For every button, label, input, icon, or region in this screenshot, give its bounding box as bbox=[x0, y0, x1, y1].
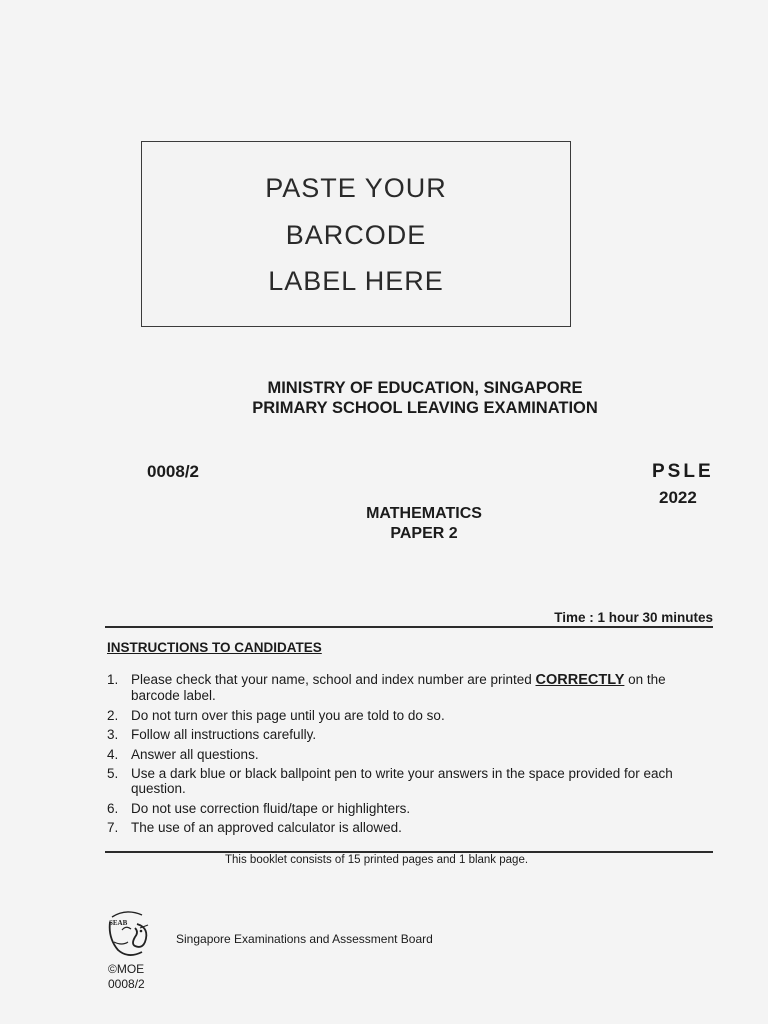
instruction-number: 7. bbox=[107, 820, 119, 835]
instruction-item bbox=[107, 727, 717, 742]
seab-logo-text: SEAB bbox=[109, 919, 128, 927]
instruction-number: 1. bbox=[107, 672, 119, 687]
instruction-item bbox=[107, 747, 717, 762]
instructions-heading: INSTRUCTIONS TO CANDIDATES bbox=[107, 640, 322, 655]
subject-name: MATHEMATICS bbox=[366, 505, 482, 522]
divider-bottom bbox=[105, 851, 713, 853]
exam-short-name: PSLE bbox=[652, 461, 714, 482]
barcode-instruction-line-1: PASTE YOUR bbox=[265, 173, 447, 203]
instruction-text: The use of an approved calculator is allowed. bbox=[131, 820, 402, 835]
booklet-page-count-note: This booklet consists of 15 printed pages and 1 blank page. bbox=[225, 854, 529, 866]
ministry-heading: MINISTRY OF EDUCATION, SINGAPORE bbox=[267, 379, 583, 397]
footer-paper-code: 0008/2 bbox=[108, 977, 145, 991]
time-allowed: Time : 1 hour 30 minutes bbox=[554, 610, 713, 625]
instruction-number: 2. bbox=[107, 707, 119, 723]
instruction-text: Follow all instructions carefully. bbox=[131, 727, 317, 742]
instruction-text: Answer all questions. bbox=[131, 746, 259, 762]
instruction-text: Please check that your name, school and index number are printed bbox=[131, 672, 536, 687]
seab-logo-icon bbox=[104, 908, 156, 962]
instruction-text: Do not use correction fluid/tape or highlighters. bbox=[131, 800, 411, 816]
copyright-block bbox=[108, 962, 145, 992]
exam-year: 2022 bbox=[659, 488, 697, 507]
divider-top bbox=[105, 626, 713, 628]
instruction-number: 5. bbox=[107, 766, 119, 781]
barcode-instruction-line-2: BARCODE bbox=[285, 220, 427, 250]
instruction-emphasis: CORRECTLY bbox=[535, 672, 625, 688]
instruction-number: 6. bbox=[107, 800, 119, 816]
instruction-number: 4. bbox=[107, 746, 119, 762]
instruction-item bbox=[107, 766, 717, 796]
instruction-text: Do not turn over this page until you are told to do so. bbox=[131, 707, 445, 723]
paper-number: PAPER 2 bbox=[390, 525, 458, 542]
instruction-item bbox=[107, 672, 717, 703]
board-name: Singapore Examinations and Assessment Board bbox=[176, 932, 433, 946]
instruction-text-continued: on the barcode label. bbox=[131, 672, 666, 703]
barcode-instruction-line-3: LABEL HERE bbox=[268, 266, 444, 296]
instruction-item bbox=[107, 820, 717, 835]
barcode-label-box bbox=[141, 141, 571, 327]
copyright-text: ©MOE bbox=[108, 962, 145, 976]
paper-code: 0008/2 bbox=[147, 462, 199, 481]
instruction-text: Use a dark blue or black ballpoint pen to write your answers in the space provided for each question. bbox=[131, 766, 673, 796]
instruction-number: 3. bbox=[107, 727, 119, 742]
instruction-item bbox=[107, 708, 717, 723]
instruction-item bbox=[107, 801, 717, 816]
instructions-list bbox=[107, 672, 717, 840]
exam-heading: PRIMARY SCHOOL LEAVING EXAMINATION bbox=[252, 399, 598, 417]
